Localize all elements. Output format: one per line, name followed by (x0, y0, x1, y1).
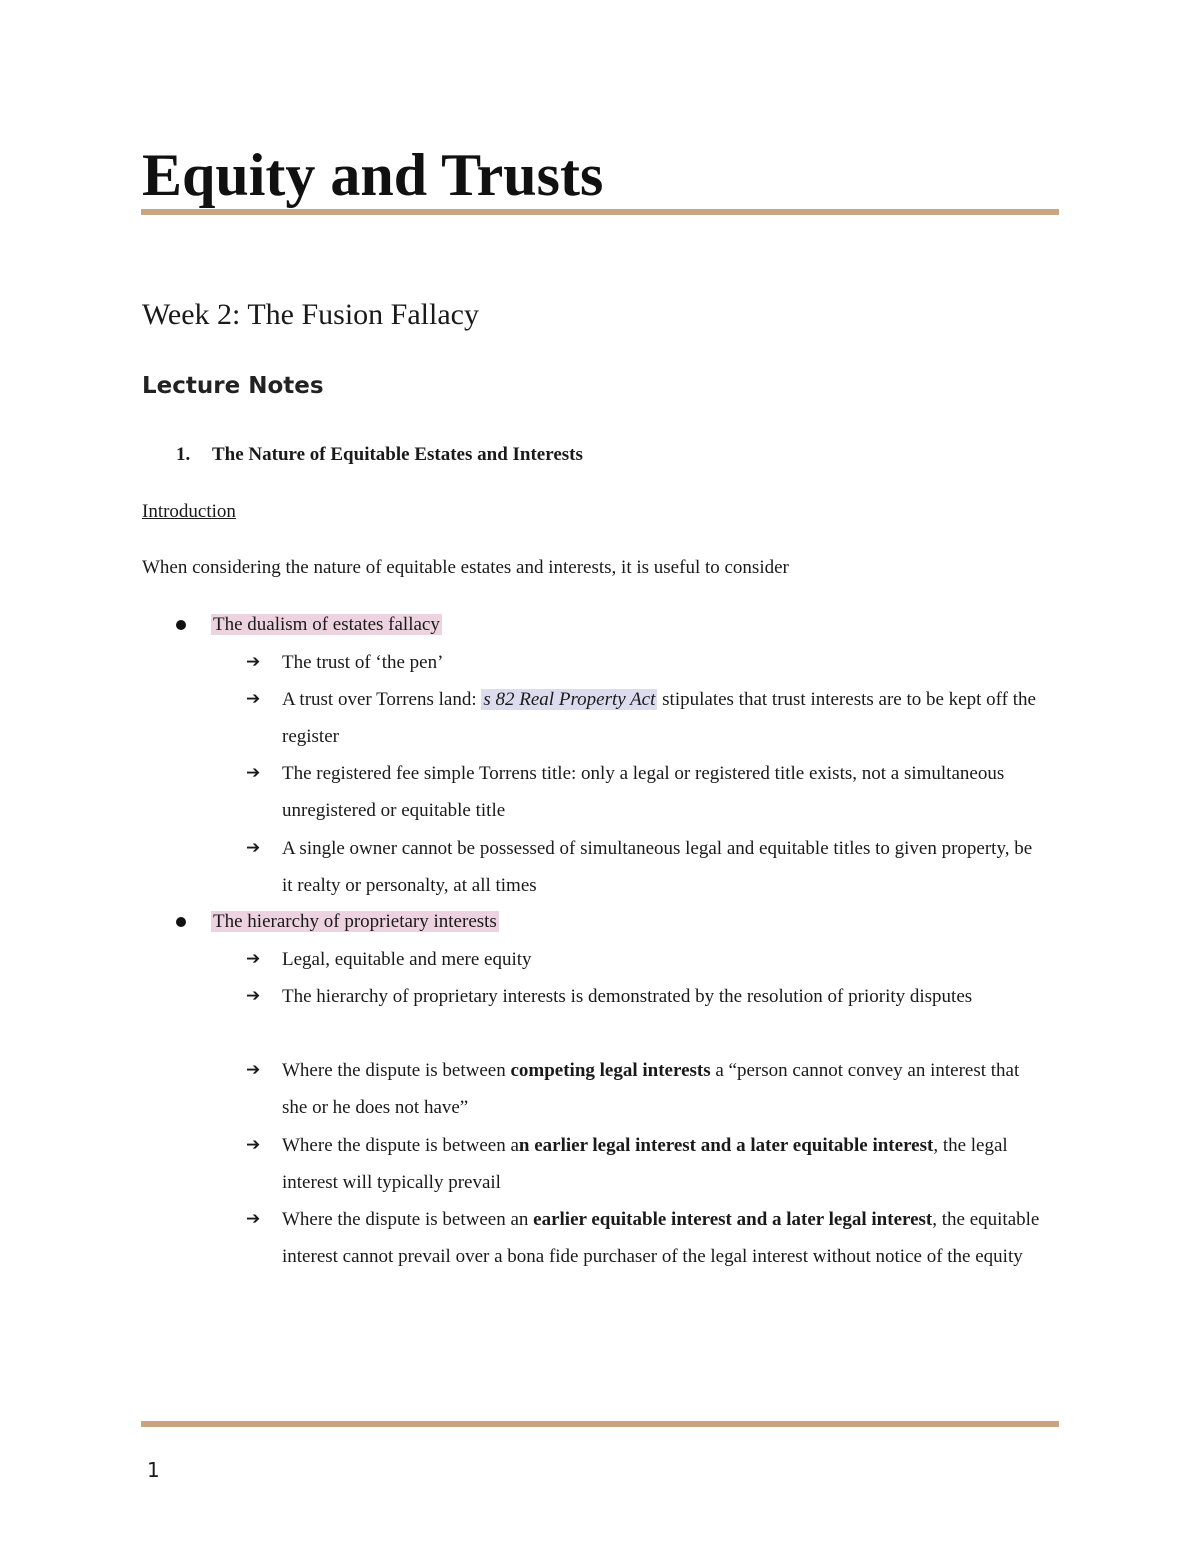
sub-item (246, 755, 1046, 829)
sub-item (246, 1052, 1046, 1126)
arrow-right-icon: ➔ (246, 652, 261, 672)
bold-phrase: n earlier legal interest and a later equitable interest (518, 1135, 934, 1156)
bullet-icon (176, 917, 186, 927)
sub-item-text: a “person cannot convey an interest that she or he does not have” (282, 1060, 1020, 1118)
section-number: 1. (176, 444, 191, 465)
sub-item-text: A single owner cannot be possessed of simultaneous legal and equitable titles to given property, be it realty or personalty, at all times (282, 838, 1033, 896)
arrow-right-icon: ➔ (246, 763, 261, 783)
sub-item (246, 830, 1046, 904)
sub-item (246, 1127, 1046, 1201)
sub-item-text: A trust over Torrens land: (282, 689, 482, 710)
week-heading: Week 2: The Fusion Fallacy (142, 298, 479, 331)
arrow-right-icon: ➔ (246, 689, 261, 709)
sub-item-text: Where the dispute is between a (282, 1135, 519, 1156)
sub-item-text: Legal, equitable and mere equity (282, 949, 532, 970)
page-number: 1 (147, 1458, 160, 1482)
bullet-label: The dualism of estates fallacy (213, 614, 440, 635)
bold-phrase: competing legal interests (510, 1060, 711, 1081)
intro-paragraph: When considering the nature of equitable estates and interests, it is useful to consider (142, 557, 789, 578)
lecture-notes-heading: Lecture Notes (142, 373, 324, 399)
section-heading (176, 442, 583, 468)
statute-citation: s 82 Real Property Act (483, 689, 656, 710)
sub-item-text: Where the dispute is between (282, 1060, 511, 1081)
bold-phrase: earlier equitable interest and a later legal interest (533, 1209, 933, 1230)
sub-item (246, 941, 1046, 978)
sub-item-text: The registered fee simple Torrens title: only a legal or registered title exists, not a simultaneous unregistered or equitable title (282, 763, 1005, 821)
sub-item-text: The hierarchy of proprietary interests is demonstrated by the resolution of priority disputes (282, 986, 973, 1007)
sub-item (246, 1201, 1046, 1275)
sub-item-text: , the legal interest will typically prevail (282, 1135, 1008, 1193)
bullet-icon (176, 620, 186, 630)
arrow-right-icon: ➔ (246, 949, 261, 969)
arrow-right-icon: ➔ (246, 1135, 261, 1155)
title-rule (141, 209, 1059, 215)
document-title: Equity and Trusts (142, 142, 604, 208)
sub-item-text: stipulates that trust interests are to be kept off the register (282, 689, 1036, 747)
bullet-label: The hierarchy of proprietary interests (213, 911, 497, 932)
arrow-right-icon: ➔ (246, 1209, 261, 1229)
arrow-right-icon: ➔ (246, 1060, 261, 1080)
footer-rule (141, 1421, 1059, 1427)
arrow-right-icon: ➔ (246, 986, 261, 1006)
introduction-heading: Introduction (142, 501, 236, 522)
arrow-right-icon: ➔ (246, 838, 261, 858)
sub-item-text: Where the dispute is between an (282, 1209, 534, 1230)
sub-item (246, 644, 1046, 681)
sub-item-text: , the equitable interest cannot prevail over a bona fide purchaser of the legal interest without notice of the equity (282, 1209, 1040, 1267)
sub-item (246, 681, 1046, 755)
sub-item (246, 978, 1046, 1015)
sub-item-text: The trust of ‘the pen’ (282, 652, 444, 673)
section-title: The Nature of Equitable Estates and Interests (212, 444, 583, 465)
